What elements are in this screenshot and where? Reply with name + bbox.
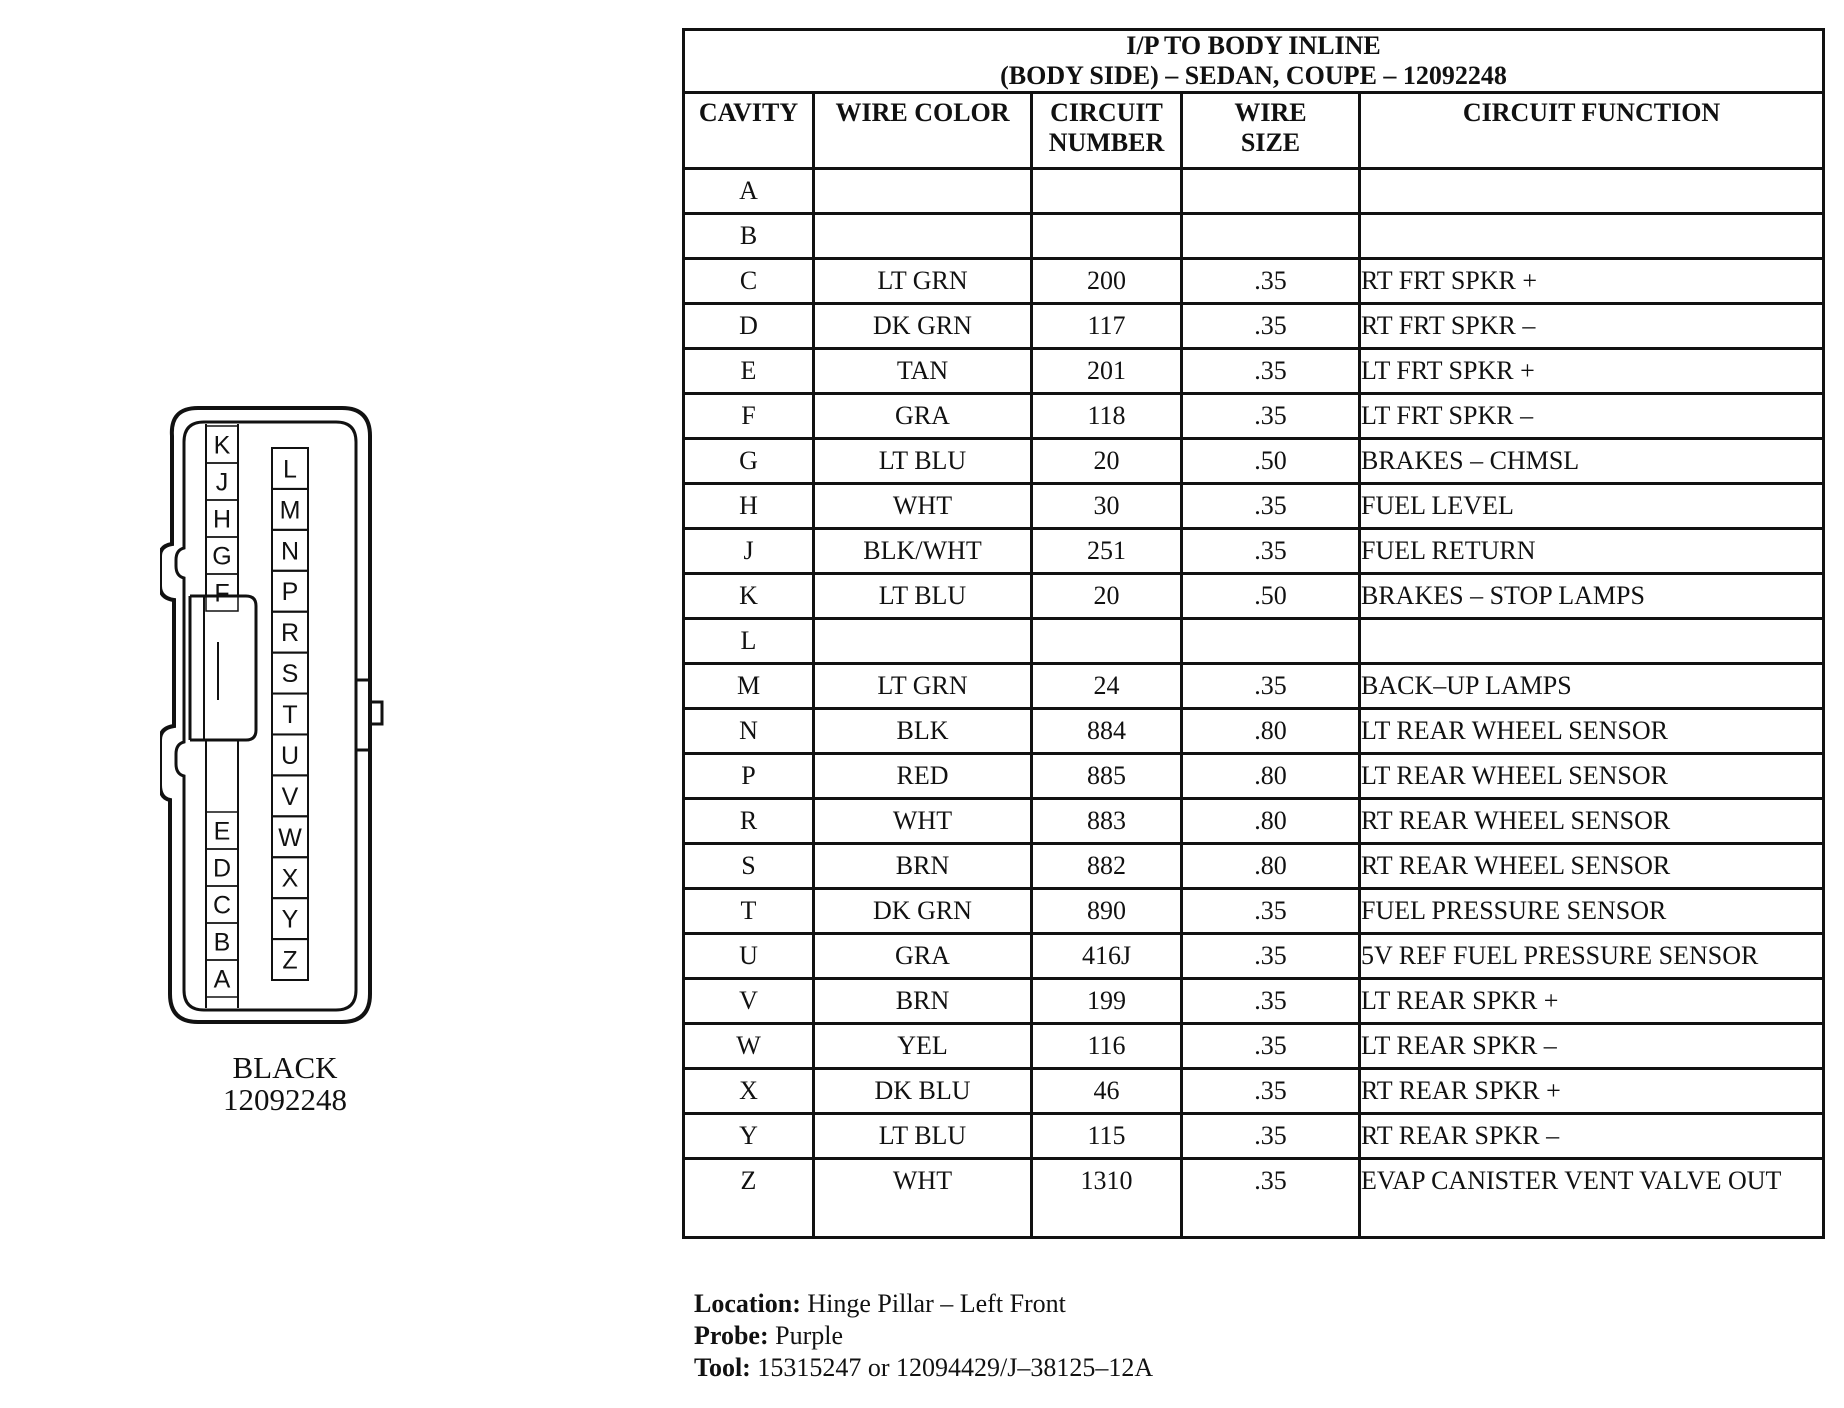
cell-wire-size: .35 (1182, 1069, 1360, 1114)
cell-circuit-number: 883 (1032, 799, 1182, 844)
cell-circuit-function (1360, 619, 1824, 664)
connector-key-slot (190, 596, 256, 740)
cell-cavity: R (684, 799, 814, 844)
connector-pin-label: F (214, 579, 230, 608)
cell-wire-color: LT GRN (814, 259, 1032, 304)
table-row (684, 1114, 1824, 1159)
cell-cavity: D (684, 304, 814, 349)
cell-wire-size: .35 (1182, 349, 1360, 394)
cell-circuit-function: FUEL RETURN (1360, 529, 1824, 574)
cell-circuit-function: RT REAR SPKR – (1360, 1114, 1824, 1159)
connector-caption (150, 1052, 420, 1116)
cell-cavity: T (684, 889, 814, 934)
cell-wire-color (814, 169, 1032, 214)
note-probe (694, 1320, 1153, 1352)
cell-circuit-number (1032, 214, 1182, 259)
cell-circuit-function (1360, 169, 1824, 214)
cell-wire-color: RED (814, 754, 1032, 799)
connector-right-pin-column (272, 448, 308, 980)
cell-wire-color: LT BLU (814, 439, 1032, 484)
cell-circuit-number: 200 (1032, 259, 1182, 304)
cell-circuit-function: RT REAR WHEEL SENSOR (1360, 799, 1824, 844)
connector-pin-w (272, 816, 308, 857)
table-row (684, 1069, 1824, 1114)
cell-wire-color: DK GRN (814, 304, 1032, 349)
cell-circuit-function: FUEL PRESSURE SENSOR (1360, 889, 1824, 934)
cell-circuit-number: 116 (1032, 1024, 1182, 1069)
connector-pin-v (272, 775, 308, 816)
table-title (684, 30, 1824, 93)
cell-circuit-number: 884 (1032, 709, 1182, 754)
cell-circuit-number: 20 (1032, 439, 1182, 484)
cell-circuit-number: 1310 (1032, 1159, 1182, 1238)
connector-pin-label: T (282, 701, 298, 729)
cell-circuit-number: 882 (1032, 844, 1182, 889)
cell-circuit-function: LT FRT SPKR + (1360, 349, 1824, 394)
cell-circuit-number: 30 (1032, 484, 1182, 529)
header-circuit-number-line-2: NUMBER (1048, 128, 1165, 157)
cell-circuit-function (1360, 214, 1824, 259)
table-row (684, 844, 1824, 889)
cell-wire-color: BLK/WHT (814, 529, 1032, 574)
connector-pin-m (272, 489, 308, 530)
connector-pin-t (272, 694, 308, 735)
cell-cavity: L (684, 619, 814, 664)
cell-circuit-function: LT FRT SPKR – (1360, 394, 1824, 439)
table-row (684, 349, 1824, 394)
cell-circuit-number: 890 (1032, 889, 1182, 934)
note-tool (694, 1352, 1153, 1384)
cell-cavity: J (684, 529, 814, 574)
header-circuit-function: CIRCUIT FUNCTION (1360, 93, 1824, 169)
connector-pin-label: V (281, 782, 299, 811)
cell-wire-color: WHT (814, 799, 1032, 844)
connector-pin-l (272, 448, 308, 489)
header-wire-size (1182, 93, 1360, 169)
connector-pin-e (206, 812, 238, 849)
cell-wire-color: WHT (814, 484, 1032, 529)
connector-pin-r (272, 612, 308, 653)
cell-wire-size (1182, 169, 1360, 214)
cell-wire-color: BRN (814, 979, 1032, 1024)
cell-circuit-number (1032, 619, 1182, 664)
cell-wire-color: LT BLU (814, 1114, 1032, 1159)
connector-latch (356, 680, 370, 750)
cell-circuit-function: LT REAR SPKR + (1360, 979, 1824, 1024)
note-location (694, 1288, 1153, 1320)
connector-pin-label: W (278, 823, 302, 852)
connector-pin-y (272, 898, 308, 939)
cell-circuit-number: 20 (1032, 574, 1182, 619)
connector-pin-label: A (213, 965, 231, 994)
cell-cavity: V (684, 979, 814, 1024)
cell-cavity: P (684, 754, 814, 799)
table-row (684, 439, 1824, 484)
table-row (684, 709, 1824, 754)
cell-circuit-function: RT FRT SPKR + (1360, 259, 1824, 304)
cell-wire-color: LT GRN (814, 664, 1032, 709)
cell-circuit-number: 46 (1032, 1069, 1182, 1114)
cell-circuit-function: LT REAR SPKR – (1360, 1024, 1824, 1069)
table-row (684, 754, 1824, 799)
cell-wire-size: .35 (1182, 979, 1360, 1024)
cell-cavity: H (684, 484, 814, 529)
table-row (684, 484, 1824, 529)
cell-wire-size (1182, 619, 1360, 664)
table-row (684, 799, 1824, 844)
cell-circuit-function: FUEL LEVEL (1360, 484, 1824, 529)
table-row (684, 934, 1824, 979)
connector-pin-label: E (213, 817, 231, 846)
header-circuit-number (1032, 93, 1182, 169)
connector-diagram (160, 400, 410, 1030)
cell-cavity: U (684, 934, 814, 979)
cell-wire-size: .35 (1182, 1114, 1360, 1159)
cell-circuit-function: 5V REF FUEL PRESSURE SENSOR (1360, 934, 1824, 979)
connector-pin-label: U (280, 741, 300, 770)
cell-wire-color: WHT (814, 1159, 1032, 1238)
connector-pin-n (272, 530, 308, 571)
cell-wire-size: .35 (1182, 1024, 1360, 1069)
connector-pin-label: P (281, 578, 299, 607)
connector-notes (694, 1288, 1153, 1384)
cell-wire-size (1182, 214, 1360, 259)
header-circuit-number-line-1: CIRCUIT (1050, 98, 1163, 127)
cell-wire-size: .50 (1182, 439, 1360, 484)
connector-part-number: 12092248 (223, 1082, 347, 1117)
connector-pin-p (272, 571, 308, 612)
cell-circuit-number: 885 (1032, 754, 1182, 799)
note-tool-value: 15315247 or 12094429/J–38125–12A (757, 1353, 1154, 1382)
table-row (684, 619, 1824, 664)
connector-pin-d (206, 849, 238, 886)
connector-pin-label: S (281, 660, 299, 689)
header-wire-size-line-1: WIRE (1234, 98, 1307, 127)
connector-pin-label: H (212, 505, 232, 534)
connector-pin-f (206, 574, 238, 611)
cell-circuit-number: 117 (1032, 304, 1182, 349)
connector-pin-label: Y (281, 905, 299, 934)
cell-wire-color: GRA (814, 934, 1032, 979)
table-row (684, 304, 1824, 349)
table-row (684, 1159, 1824, 1238)
connector-pin-label: D (212, 854, 232, 883)
note-probe-label: Probe: (694, 1321, 769, 1350)
cell-wire-size: .80 (1182, 799, 1360, 844)
cell-wire-color: TAN (814, 349, 1032, 394)
connector-pin-h (206, 500, 238, 537)
cell-circuit-number: 118 (1032, 394, 1182, 439)
cell-circuit-number: 201 (1032, 349, 1182, 394)
cell-circuit-function: BRAKES – CHMSL (1360, 439, 1824, 484)
cell-circuit-function: LT REAR WHEEL SENSOR (1360, 709, 1824, 754)
connector-pin-label: Z (282, 946, 298, 975)
note-tool-label: Tool: (694, 1353, 751, 1382)
note-location-value: Hinge Pillar – Left Front (807, 1289, 1066, 1318)
table-row (684, 889, 1824, 934)
connector-pin-s (272, 653, 308, 694)
cell-wire-size: .35 (1182, 664, 1360, 709)
table-row (684, 1024, 1824, 1069)
connector-pin-a (206, 960, 238, 997)
cell-cavity: Z (684, 1159, 814, 1238)
connector-pin-u (272, 734, 308, 775)
cell-circuit-function: EVAP CANISTER VENT VALVE OUT (1360, 1159, 1824, 1238)
connector-left-pin-column (206, 426, 238, 997)
cell-wire-size: .80 (1182, 754, 1360, 799)
cell-cavity: C (684, 259, 814, 304)
cell-wire-size: .80 (1182, 709, 1360, 754)
cell-cavity: K (684, 574, 814, 619)
note-location-label: Location: (694, 1289, 801, 1318)
cell-wire-size: .35 (1182, 484, 1360, 529)
cell-cavity: X (684, 1069, 814, 1114)
cell-cavity: Y (684, 1114, 814, 1159)
table-row (684, 529, 1824, 574)
pinout-table (682, 28, 1825, 1239)
cell-wire-color: BLK (814, 709, 1032, 754)
cell-cavity: B (684, 214, 814, 259)
cell-wire-size: .35 (1182, 259, 1360, 304)
cell-circuit-function: BACK–UP LAMPS (1360, 664, 1824, 709)
connector-pin-label: M (279, 496, 301, 525)
cell-cavity: G (684, 439, 814, 484)
cell-circuit-number: 416J (1032, 934, 1182, 979)
connector-pin-label: J (215, 468, 229, 497)
cell-wire-size: .35 (1182, 394, 1360, 439)
table-row (684, 979, 1824, 1024)
cell-wire-size: .35 (1182, 934, 1360, 979)
connector-pin-label: X (281, 864, 299, 893)
cell-circuit-number: 199 (1032, 979, 1182, 1024)
pinout-table-body (684, 169, 1824, 1238)
table-row (684, 574, 1824, 619)
connector-pin-b (206, 923, 238, 960)
cell-cavity: A (684, 169, 814, 214)
connector-pin-g (206, 537, 238, 574)
header-wire-color: WIRE COLOR (814, 93, 1032, 169)
cell-wire-color (814, 214, 1032, 259)
cell-circuit-number: 115 (1032, 1114, 1182, 1159)
cell-wire-color: GRA (814, 394, 1032, 439)
connector-pin-k (206, 426, 238, 463)
connector-pin-label: N (280, 537, 300, 566)
cell-cavity: E (684, 349, 814, 394)
cell-cavity: F (684, 394, 814, 439)
cell-cavity: S (684, 844, 814, 889)
cell-wire-color (814, 619, 1032, 664)
cell-circuit-function: RT REAR WHEEL SENSOR (1360, 844, 1824, 889)
cell-wire-size: .35 (1182, 304, 1360, 349)
cell-wire-color: DK BLU (814, 1069, 1032, 1114)
connector-color-label: BLACK (232, 1050, 338, 1085)
cell-circuit-function: BRAKES – STOP LAMPS (1360, 574, 1824, 619)
cell-cavity: W (684, 1024, 814, 1069)
cell-circuit-number: 251 (1032, 529, 1182, 574)
table-row (684, 214, 1824, 259)
cell-wire-size: .35 (1182, 1159, 1360, 1238)
connector-pin-label: L (283, 455, 297, 484)
cell-cavity: M (684, 664, 814, 709)
cell-wire-color: DK GRN (814, 889, 1032, 934)
connector-pin-j (206, 463, 238, 500)
connector-pin-label: C (212, 891, 232, 920)
note-probe-value: Purple (775, 1321, 844, 1350)
header-cavity: CAVITY (684, 93, 814, 169)
connector-pin-label: K (213, 431, 231, 460)
connector-pin-label: R (280, 619, 300, 648)
cell-circuit-function: RT REAR SPKR + (1360, 1069, 1824, 1114)
connector-pin-label: G (212, 542, 232, 571)
cell-circuit-number: 24 (1032, 664, 1182, 709)
cell-wire-color: YEL (814, 1024, 1032, 1069)
cell-wire-size: .50 (1182, 574, 1360, 619)
cell-cavity: N (684, 709, 814, 754)
cell-wire-size: .80 (1182, 844, 1360, 889)
table-row (684, 664, 1824, 709)
header-wire-size-line-2: SIZE (1240, 128, 1301, 157)
table-row (684, 394, 1824, 439)
cell-wire-color: BRN (814, 844, 1032, 889)
table-title-line-2: (BODY SIDE) – SEDAN, COUPE – 12092248 (1000, 61, 1507, 90)
cell-wire-color: LT BLU (814, 574, 1032, 619)
connector-pin-label: B (213, 928, 231, 957)
table-row (684, 259, 1824, 304)
table-row (684, 169, 1824, 214)
connector-pin-x (272, 857, 308, 898)
cell-circuit-number (1032, 169, 1182, 214)
cell-wire-size: .35 (1182, 529, 1360, 574)
connector-pin-c (206, 886, 238, 923)
table-title-line-1: I/P TO BODY INLINE (1126, 31, 1381, 60)
cell-circuit-function: LT REAR WHEEL SENSOR (1360, 754, 1824, 799)
cell-wire-size: .35 (1182, 889, 1360, 934)
connector-pin-z (272, 939, 308, 980)
cell-circuit-function: RT FRT SPKR – (1360, 304, 1824, 349)
